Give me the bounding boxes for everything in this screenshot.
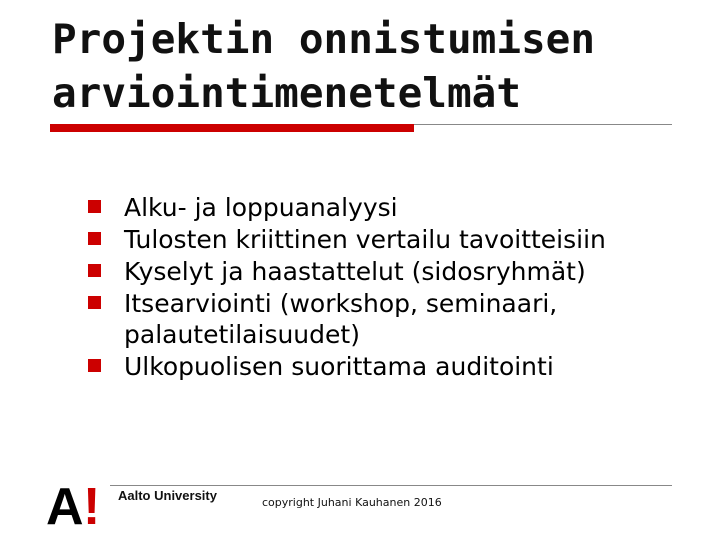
title-line-2: arviointimenetelmät bbox=[52, 69, 521, 117]
logo-mark: ! bbox=[83, 478, 101, 536]
list-item bbox=[88, 288, 698, 350]
aalto-logo bbox=[46, 478, 106, 536]
bullet-list bbox=[88, 192, 698, 383]
square-bullet-icon bbox=[88, 296, 101, 309]
copyright-text: copyright Juhani Kauhanen 2016 bbox=[262, 496, 442, 509]
bullet-text: Itsearviointi (workshop, seminaari, palautetilaisuudet) bbox=[124, 289, 558, 349]
square-bullet-icon bbox=[88, 200, 101, 213]
bullet-text: Alku- ja loppuanalyysi bbox=[124, 193, 398, 222]
list-item bbox=[88, 192, 698, 223]
bullet-text: Kyselyt ja haastattelut (sidosryhmät) bbox=[124, 257, 586, 286]
list-item bbox=[88, 256, 698, 287]
square-bullet-icon bbox=[88, 232, 101, 245]
bullet-text: Ulkopuolisen suorittama auditointi bbox=[124, 352, 554, 381]
logo-letter: A bbox=[46, 478, 84, 536]
title-accent-bar bbox=[50, 124, 414, 132]
slide-title bbox=[52, 12, 692, 120]
list-item bbox=[88, 351, 698, 382]
list-item bbox=[88, 224, 698, 255]
title-line-1: Projektin onnistumisen bbox=[52, 15, 596, 63]
footer-divider bbox=[110, 485, 672, 486]
university-name: Aalto University bbox=[118, 488, 217, 503]
square-bullet-icon bbox=[88, 264, 101, 277]
bullet-text: Tulosten kriittinen vertailu tavoitteisiin bbox=[124, 225, 606, 254]
square-bullet-icon bbox=[88, 359, 101, 372]
